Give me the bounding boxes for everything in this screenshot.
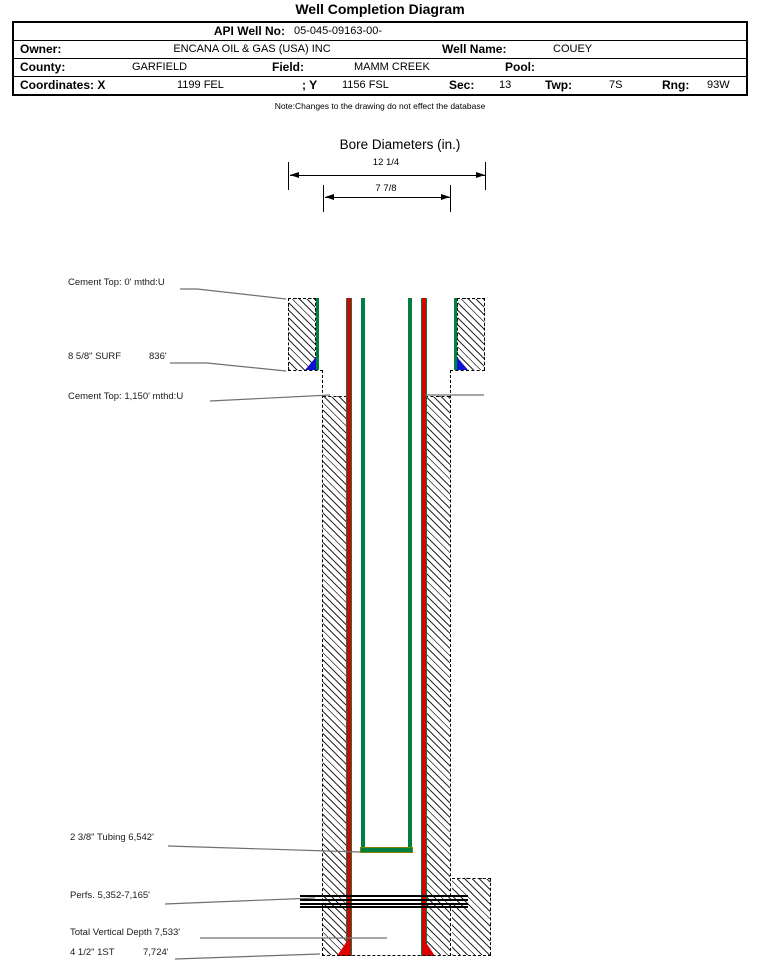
- inner-diameter-tick-right: [450, 185, 451, 212]
- table-row-owner: [14, 40, 746, 58]
- outer-diameter-tick-right: [485, 162, 486, 190]
- production-casing-line-right: [421, 298, 427, 956]
- surface-casing-label: 8 5/8" SURF: [68, 351, 122, 362]
- inner-diameter-arrowhead-left-icon: [325, 194, 334, 200]
- perforation-line-2: [300, 899, 468, 901]
- sec-value: 13: [499, 79, 512, 91]
- sec-label: Sec:: [449, 78, 475, 92]
- production-casing-label: 4 1/2" 1ST: [70, 947, 115, 958]
- api-well-no-value: 05-045-09163-00-: [294, 25, 383, 37]
- surface-shoe-step-right: [450, 370, 485, 371]
- rng-value: 93W: [707, 79, 730, 91]
- bore-diameters-title: Bore Diameters (in.): [339, 137, 461, 152]
- outer-diameter-value: 12 1/4: [372, 157, 400, 168]
- table-row-api: [14, 23, 746, 40]
- perforation-line-3: [300, 903, 468, 905]
- outer-diameter-arrowhead-left-icon: [290, 172, 299, 178]
- table-row-coordinates: [14, 76, 746, 94]
- surface-shoe-marker-right-icon: [457, 357, 468, 370]
- surface-shoe-marker-left-icon: [305, 357, 316, 370]
- inner-diameter-value: 7 7/8: [375, 183, 397, 194]
- page-title: Well Completion Diagram: [295, 1, 465, 17]
- table-row-county: [14, 58, 746, 76]
- coordinate-y-value: 1156 FSL: [342, 79, 389, 91]
- coordinate-x-value: 1199 FEL: [177, 79, 224, 91]
- production-cement-hatch-right: [425, 396, 450, 955]
- field-value: MAMM CREEK: [354, 61, 430, 73]
- county-label: County:: [20, 60, 66, 74]
- production-casing-depth: 7,724': [143, 947, 169, 958]
- outer-diameter-arrow-line: [290, 175, 485, 176]
- surface-casing-line-left: [316, 298, 319, 370]
- inner-diameter-tick-left: [323, 185, 324, 212]
- pool-label: Pool:: [505, 60, 535, 74]
- well-info-table: [12, 21, 748, 96]
- perforation-zone-hatch-right: [452, 878, 491, 955]
- borehole-wall-right: [450, 370, 451, 956]
- coordinates-label: Coordinates: X: [20, 78, 106, 92]
- well-name-label: Well Name:: [442, 42, 507, 56]
- perforation-line-4: [300, 906, 468, 908]
- inner-diameter-arrow-line: [325, 197, 450, 198]
- production-shoe-marker-right-icon: [425, 941, 435, 956]
- field-label: Field:: [272, 60, 304, 74]
- tubing-bottom-bar: [360, 847, 413, 853]
- outer-diameter-tick-left: [288, 162, 289, 190]
- borehole-bottom-line: [322, 955, 491, 956]
- perforations-label: Perfs. 5,352-7,165': [70, 890, 150, 901]
- rng-label: Rng:: [662, 78, 690, 92]
- outer-diameter-arrowhead-right-icon: [476, 172, 485, 178]
- production-casing-line-left: [346, 298, 352, 956]
- api-well-no-label: API Well No:: [213, 24, 285, 38]
- inner-diameter-arrowhead-right-icon: [441, 194, 450, 200]
- cement-top-surface-label: Cement Top: 0' mthd:U: [68, 277, 165, 288]
- coordinate-y-label: ; Y: [302, 78, 318, 92]
- cement-top-production-label: Cement Top: 1,150' mthd:U: [68, 391, 184, 402]
- production-cement-hatch-left: [323, 396, 347, 955]
- well-name-value: COUEY: [553, 43, 593, 55]
- database-note: Note:Changes to the drawing do not effect the database: [274, 101, 486, 111]
- surface-casing-depth: 836': [149, 351, 167, 362]
- twp-label: Twp:: [545, 78, 573, 92]
- tubing-line-left: [361, 298, 365, 851]
- county-value: GARFIELD: [132, 61, 188, 73]
- owner-label: Owner:: [20, 42, 62, 56]
- tubing-line-right: [408, 298, 412, 851]
- owner-value: ENCANA OIL & GAS (USA) INC: [173, 43, 331, 55]
- perforation-line-1: [300, 895, 468, 897]
- tubing-label: 2 3/8" Tubing 6,542': [70, 832, 154, 843]
- surface-shoe-step-left: [288, 370, 323, 371]
- production-shoe-marker-left-icon: [337, 941, 347, 956]
- total-vertical-depth-label: Total Vertical Depth 7,533': [70, 927, 181, 938]
- twp-value: 7S: [609, 79, 623, 91]
